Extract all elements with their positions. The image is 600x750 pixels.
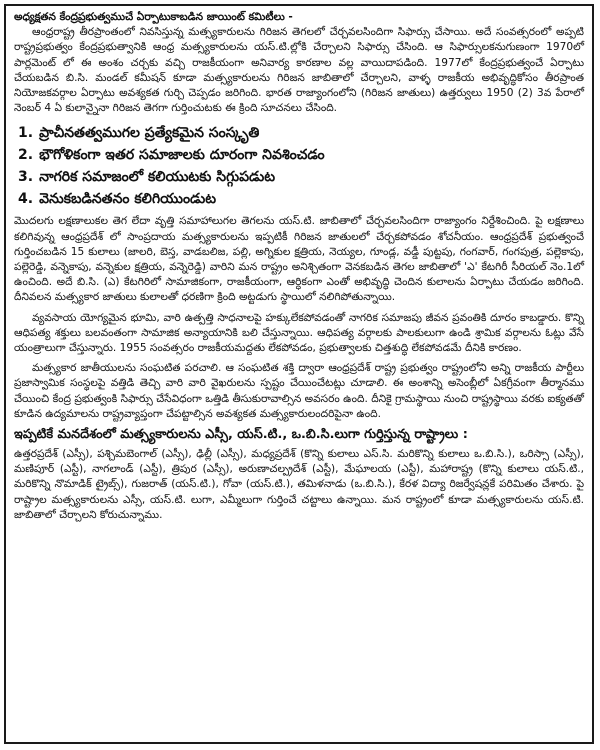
paragraph-committees: ఆంధ్రరాష్ట్ర తీరప్రాంతంలో నివసిస్తున్న మత్స్యకారులను గిరిజన తెగలలో చేర్చవలసిందిగా సిఫార్సు చేసాయి. అదే సంవత్సరంలో అప్పటి రాష్ట్రప్రభుత్వం కేంద్రప్రభుత్వానికి ఆంధ్ర మత్స్యకారులను యస్.టి.ల్లోకి చేర్చాలని సిఫార్సు చేసింది. ఆ సిఫార్సులకనుగుణంగా 1970లో పార్లమెంట్ లో ఈ అంశం చర్చకు వచ్చి రాజకీయంగా అనివార్య కారణాల వల్ల వాయిదాపడింది. 1977లో కేంద్రప్రభుత్వంచే ఏర్పాటు చేయబడిన బి.సి. మండల్ కమీషన్ కూడా మత్స్యకారులను గిరిజన జాబితాలో చేర్చాలని, వాళ్ళ రాజకీయ అభివృద్ధికోసం తీరప్రాంత నియోజకవర్గాల ఏర్పాటు అవశ్యకత గుర్చి చెప్పడం జరిగింది. భారత రాజ్యాంగంలోని (గిరిజన జాతులు) ఉత్తర్వులు 1950 (2) 3వ పేరాలో నెంబర్ 4 ఏ కులాన్నైనా గిరిజన తెగగా గుర్తించుటకు ఈ క్రింది సూచనలు చేసింది. (14, 26, 584, 115)
criteria-item (18, 122, 584, 144)
document-page (4, 4, 594, 744)
criteria-number: 2. (18, 147, 34, 164)
criteria-text: భౌగోళికంగా ఇతర సమాజాలకు దూరంగా నివశించడం (39, 147, 325, 164)
criteria-number: 3. (18, 169, 34, 186)
paragraph-organize: మత్స్యకార జాతీయులను సంఘటిత పరచాలి. ఆ సంఘటిత శక్తి ద్వారా ఆంధ్రప్రదేశ్ రాష్ట్ర ప్రభుత్వం రాష్ట్రంలోని అన్ని రాజకీయ పార్టీలు ప్రజాస్వామిక సంస్థలపై వత్తిడి తెచ్చి వారి వారి వైఖరులను స్పష్టం చేయించేటట్లు చూడాలి. ఈ అంశాన్ని అసెంబ్లీలో ఏకగ్రీవంగా తీర్మానము చేయించి కేంద్ర ప్రభుత్వంకి సిఫార్సు చేసేవిధంగా ఒత్తిడి తీసుకురావాల్సిన అవసరం ఉంది. దీనికై గ్రామస్థాయి నుంచి రాష్ట్రస్థాయి వరకు ఐక్యతతో కూడిన ఉద్యమాలను రాష్ట్రవ్యాప్తంగా చేపట్టాల్సిన అవశ్యకత మత్స్యకారులందరిపైనా ఉంది. (14, 362, 584, 420)
states-title: ఇప్పటికే మనదేశంలో మత్స్యకారులను ఎస్సీ, యస్.టి., ఒ.బి.సి.లుగా గుర్తిస్తున్న రాష్ట్రాలు : (14, 427, 468, 443)
criteria-number: 4. (18, 191, 34, 208)
section-heading: అధ్యక్షతన కేంద్రప్రభుత్వముచే ఏర్పాటుకాబడిన జాయింట్ కమిటీలు - (14, 11, 293, 23)
criteria-number: 1. (18, 125, 34, 142)
criteria-list (18, 122, 584, 210)
criteria-text: వెనుకబడినతనం కలిగియుండుట (39, 191, 217, 208)
paragraph-states: ఉత్తరప్రదేశ్ (ఎస్సీ), పశ్చిమబెంగాల్ (ఎస్సీ), ఢిల్లీ (ఎస్సీ), మధ్యప్రదేశ్ (కొన్ని కులాలు ఎస్.సి. మరికొన్ని కులాలు ఒ.బి.సి.), ఒరిస్సా (ఎస్సీ), మణిపూర్ (ఎస్టీ), నాగలాండ్ (ఎస్టీ), త్రిపుర (ఎస్సీ), అరుణాచల్ప్రదేశ్ (ఎస్టీ), మేఘాలయ (ఎస్టీ), మహారాష్ట్ర (కొన్ని కులాలు యస్.టి., మరికొన్ని నొమాడిక్ ట్రైబ్స్), గుజరాత్ (యస్.టి.), గోవా (యస్.టి.), తమిళనాడు (ఒ.బి.సి.), కేరళ విద్యా రిజర్వేషన్లకే పరిమితం చేశారు. పై రాష్ట్రాల మత్స్యకారులను ఎస్సీ, యస్.టి. లుగా, ఎమ్మీలుగా గుర్తించే చట్టాలు ఉన్నాయి. మన రాష్ట్రంలో కూడా మత్స్యకారులను యస్.టి. జాబితాలో చేర్చాలని కోరుచున్నాము. (14, 448, 584, 521)
criteria-item (18, 144, 584, 166)
criteria-item (18, 188, 584, 210)
criteria-item (18, 166, 584, 188)
paragraph-society: వ్యవసాయ యోగ్యమైన భూమి, వారి ఉత్పత్తి సాధనాలపై హక్కులేకపోవడంతో నాగరిక సమాజపు జీవన ప్రవంతికి దూరం కాబడ్డారు. కొన్ని ఆధిపత్య శక్తులు బలవంతంగా సామాజిక అన్యాయానికి బలి చేస్తున్నాయి. ఆధిపత్య వర్గాలకు పాలకులుగా ఉండి శ్రామిక వర్గాలను ఓట్లు వేసే యంత్రాలుగా చేస్తున్నారు. 1955 సంవత్సరం రాజకీయమద్దతు లేకపోవడం, ప్రభుత్వాలకు చిత్తశుద్ధి లేకపోవడమే దీనికి కారణం. (14, 311, 584, 355)
paragraph-constitution: మొదలగు లక్షణాలుకల తెగ లేదా వృత్తి సమాహాలుగల తెగలను యస్.టి. జాబితాలో చేర్చవలసిందిగా రాజ్యాంగం నిర్దేశించింది. పై లక్షణాలు కలిగివున్న ఆంధ్రప్రదేశ్ లో సాంప్రదాయ మత్స్యకారులను ఇప్పటికీ గిరిజన జాతులలో చేర్చకపోవడం శోచనీయం. ఆంధ్రప్రదేశ్ ప్రభుత్వంచే గుర్తించబడిన 15 కులాలు (జాలరి, బెస్త, వాడబలిజ, పల్లి, అగ్నికుల క్షత్రియ, నెయ్యల, గూండ్ల, వడ్డీ పుట్టపు, గంగవార్, గంగపుత్ర, పల్లెకాపు, పల్లెరెడ్డి, వన్నెకాపు, వన్నెకుల క్షత్రియ, వన్నెరెడ్డి) వారిని మన రాష్ట్రం అనిశ్చితంగా వెనకబడిన తెగల జాబితాలో 'ఎ' కేటగిరీ సీరియల్ నెం.1లో ఉంచింది. అదే బి.సి. (ఎ) కేటగిరిలో సామాజికంగా, రాజకీయంగా, ఆర్ధికంగా ఎంతో అభివృద్ధి చెందిన కులాలను ఏర్పాటు చేయడం జరిగింది. దీనివలన మత్స్యకార జాతులు కులాలతో ధరణిగా క్రింది అట్టడుగు స్థాయిలో నలిగిపోతున్నాయి. (14, 215, 584, 304)
criteria-text: ప్రాచీనతత్వముగల ప్రత్యేకమైన సంస్కృతి (39, 125, 260, 142)
criteria-text: నాగరిక సమాజంలో కలియుటకు సిగ్గుపడుట (39, 169, 276, 186)
